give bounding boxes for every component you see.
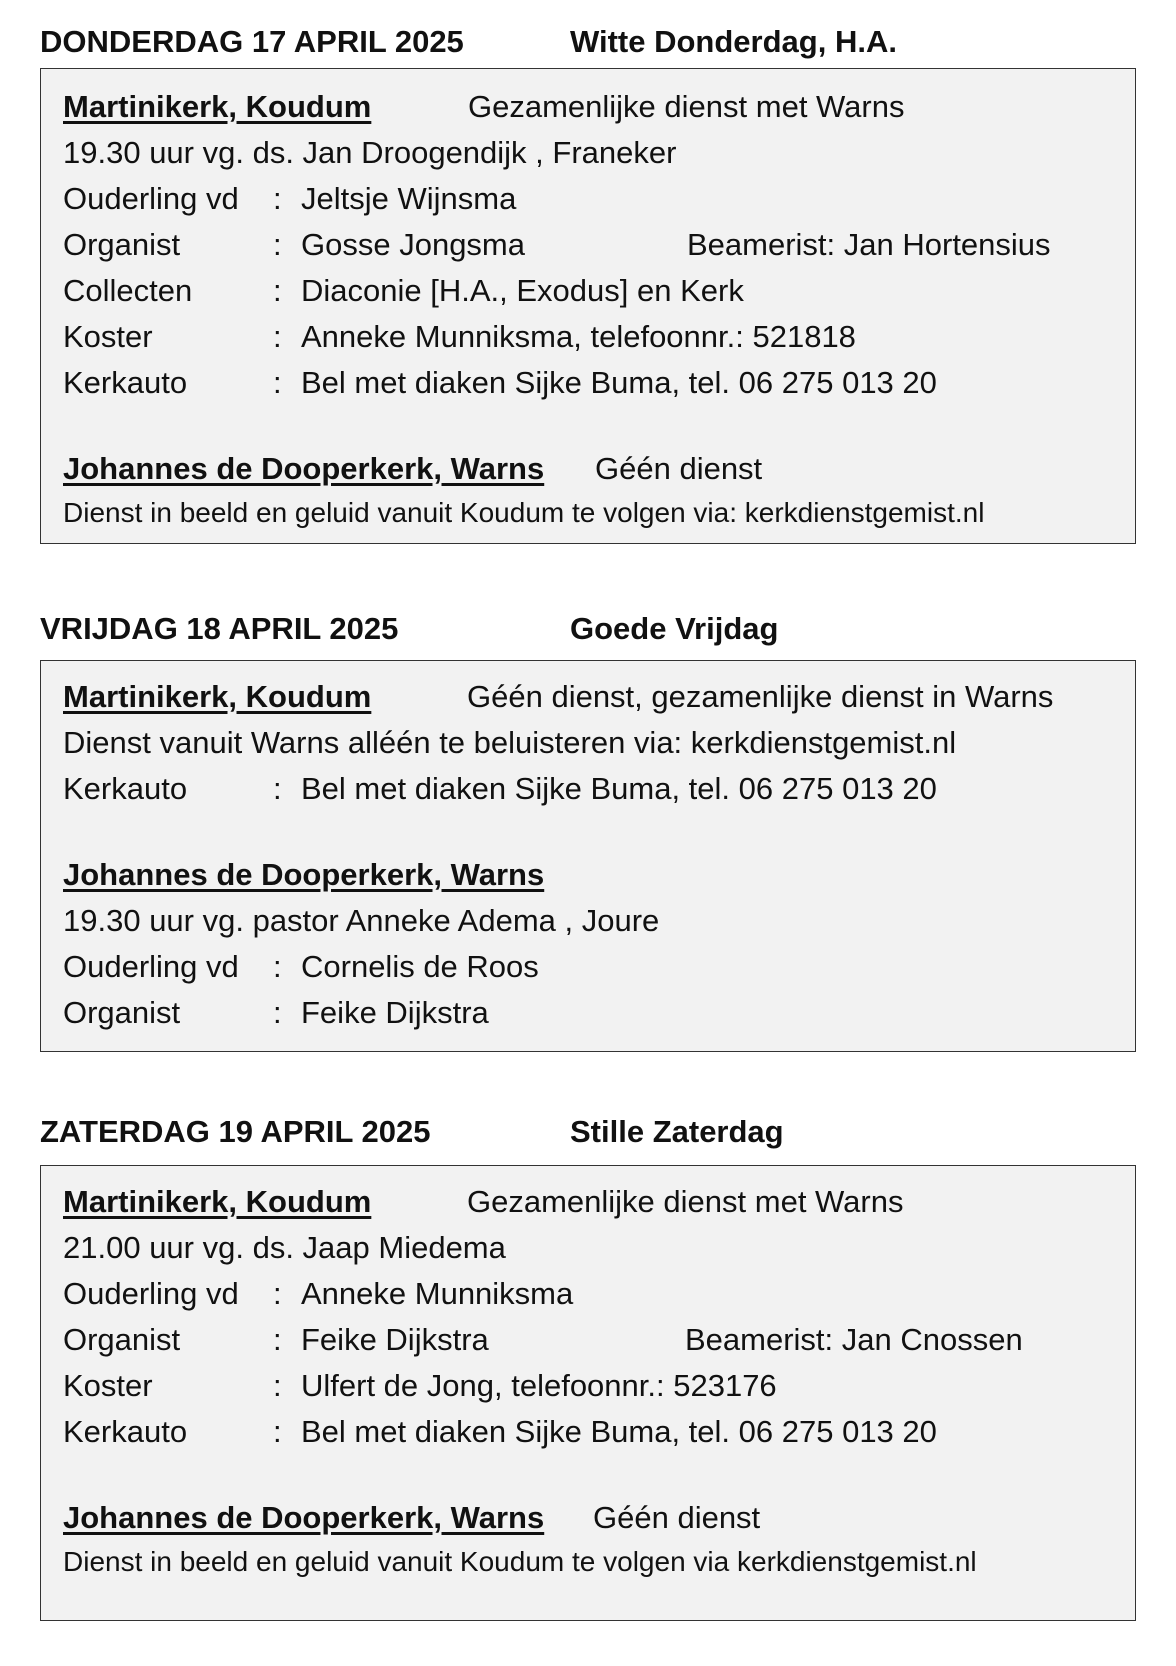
info-line: Dienst vanuit Warns alléén te beluisteren via: kerkdienstgemist.nl (63, 725, 957, 760)
value-ouderling: Jeltsje Wijnsma (301, 181, 517, 216)
label-collecten: Collecten (63, 273, 193, 308)
label-kerkauto: Kerkauto (63, 771, 188, 806)
label-kerkauto: Kerkauto (63, 365, 188, 400)
value-ouderling: Anneke Munniksma (301, 1276, 574, 1311)
info-line: Dienst in beeld en geluid vanuit Koudum te volgen via: kerkdienstgemist.nl (63, 497, 985, 528)
service-box-friday: Martinikerk, Koudum Géén dienst, gezamenlijke dienst in Warns Dienst vanuit Warns alléén te beluisteren via: kerkdienstgemist.nl Kerkauto : Bel met diaken Sijke Buma, tel. 06 275 013 20 Johannes de Dooperkerk, Warns 19.30 uur vg. pastor Anneke Adema , Joure Ouderling vd : Cornelis de Roos Organist : Feike Dijkstra (40, 660, 1136, 1052)
value-koster: Ulfert de Jong, telefoonnr.: 523176 (301, 1368, 777, 1403)
value-kerkauto: Bel met diaken Sijke Buma, tel. 06 275 013 20 (301, 365, 937, 400)
value-collecten: Diaconie [H.A., Exodus] en Kerk (301, 273, 744, 308)
church-name-warns: Johannes de Dooperkerk, Warns (63, 857, 545, 892)
day-name: Goede Vrijdag (570, 611, 779, 646)
label-koster: Koster (63, 319, 153, 354)
church-line-warns (63, 453, 1113, 484)
time-line: 19.30 uur vg. ds. Jan Droogendijk , Franeker (63, 135, 677, 170)
church-name-warns: Johannes de Dooperkerk, Warns (63, 1500, 545, 1535)
label-kerkauto: Kerkauto (63, 1414, 188, 1449)
value-koster: Anneke Munniksma, telefoonnr.: 521818 (301, 319, 856, 354)
value-organist: Feike Dijkstra (301, 1322, 489, 1357)
church-line-koudum (63, 681, 1113, 712)
church-note: Géén dienst, gezamenlijke dienst in Warns (467, 679, 1054, 714)
church-note: Géén dienst (595, 451, 763, 486)
label-ouderling: Ouderling vd (63, 181, 239, 216)
day-name: Witte Donderdag, H.A. (570, 24, 897, 59)
service-box-thursday: Martinikerk, Koudum Gezamenlijke dienst met Warns 19.30 uur vg. ds. Jan Droogendijk , Franeker Ouderling vd : Jeltsje Wijnsma Organist : Gosse Jongsma Beamerist: Jan Hortensius Collecten : Diaconie [H.A., Exodus] en Kerk Koster : Anneke Munniksma, telefoonnr.: 521818 Kerkauto : Bel met diaken Sijke Buma, tel. 06 275 013 20 Johannes de Dooperkerk, Warns Géén dienst Dienst in beeld en geluid vanuit Koudum te volgen via: kerkdienstgemist.nl (40, 68, 1136, 544)
day-date: DONDERDAG 17 APRIL 2025 (40, 24, 464, 59)
value-kerkauto: Bel met diaken Sijke Buma, tel. 06 275 013 20 (301, 1414, 937, 1449)
church-note: Gezamenlijke dienst met Warns (467, 1184, 904, 1219)
day-date: ZATERDAG 19 APRIL 2025 (40, 1114, 431, 1149)
label-organist: Organist (63, 227, 181, 262)
church-line-warns (63, 859, 544, 890)
church-name-koudum: Martinikerk, Koudum (63, 89, 372, 124)
value-organist: Feike Dijkstra (301, 995, 489, 1030)
day-name: Stille Zaterdag (570, 1114, 784, 1149)
value-kerkauto: Bel met diaken Sijke Buma, tel. 06 275 013 20 (301, 771, 937, 806)
value-organist: Gosse Jongsma (301, 227, 525, 262)
day-date: VRIJDAG 18 APRIL 2025 (40, 611, 399, 646)
info-line: Dienst in beeld en geluid vanuit Koudum te volgen via kerkdienstgemist.nl (63, 1546, 977, 1577)
church-line-warns (63, 1502, 1113, 1533)
church-name-koudum: Martinikerk, Koudum (63, 1184, 372, 1219)
label-organist: Organist (63, 1322, 181, 1357)
value-ouderling: Cornelis de Roos (301, 949, 539, 984)
church-name-warns: Johannes de Dooperkerk, Warns (63, 451, 545, 486)
church-note: Géén dienst (593, 1500, 761, 1535)
label-koster: Koster (63, 1368, 153, 1403)
label-organist: Organist (63, 995, 181, 1030)
label-ouderling: Ouderling vd (63, 1276, 239, 1311)
church-line-koudum (63, 1186, 1113, 1217)
church-name-koudum: Martinikerk, Koudum (63, 679, 372, 714)
time-line: 19.30 uur vg. pastor Anneke Adema , Joure (63, 903, 660, 938)
value-beamerist: Beamerist: Jan Cnossen (685, 1322, 1023, 1357)
service-box-saturday: Martinikerk, Koudum Gezamenlijke dienst met Warns 21.00 uur vg. ds. Jaap Miedema Ouderling vd : Anneke Munniksma Organist : Feike Dijkstra Beamerist: Jan Cnossen Koster : Ulfert de Jong, telefoonnr.: 523176 Kerkauto : Bel met diaken Sijke Buma, tel. 06 275 013 20 Johannes de Dooperkerk, Warns Géén dienst Dienst in beeld en geluid vanuit Koudum te volgen via kerkdienstgemist.nl (40, 1165, 1136, 1621)
church-note: Gezamenlijke dienst met Warns (468, 89, 905, 124)
time-line: 21.00 uur vg. ds. Jaap Miedema (63, 1230, 506, 1265)
label-ouderling: Ouderling vd (63, 949, 239, 984)
church-line-koudum (63, 91, 1113, 122)
value-beamerist: Beamerist: Jan Hortensius (687, 227, 1051, 262)
